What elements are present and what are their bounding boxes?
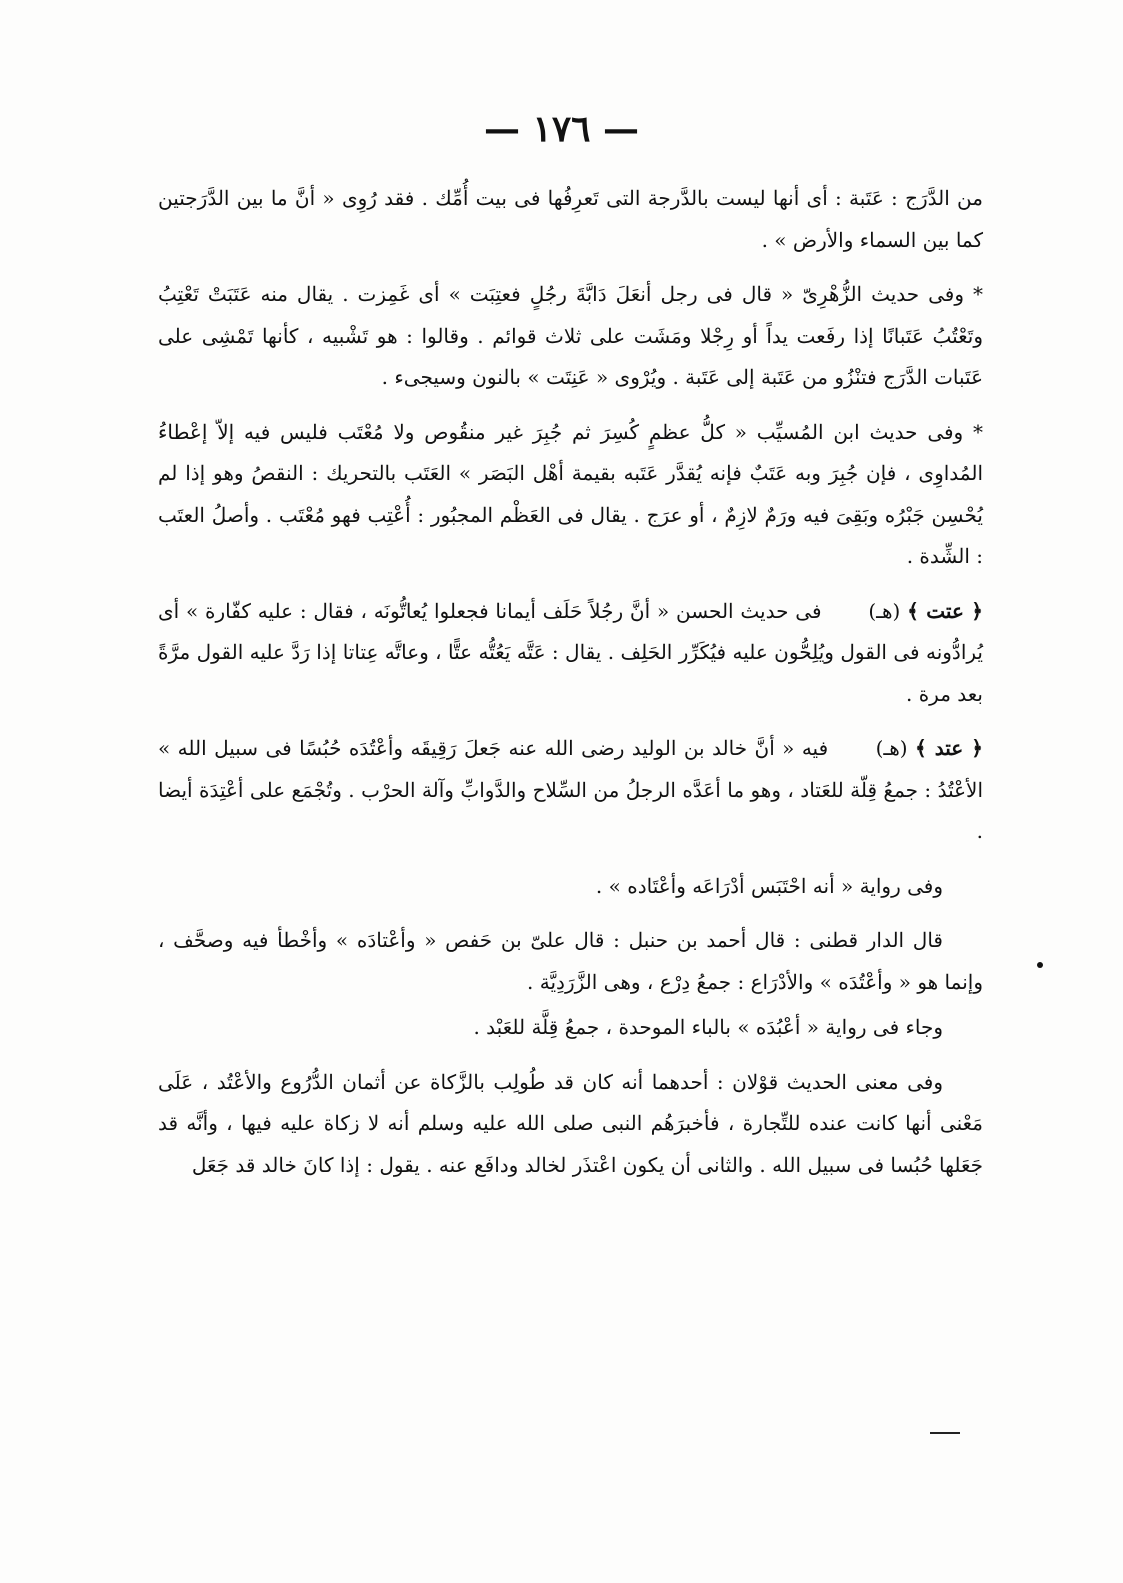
paragraph — [158, 178, 983, 261]
entry-headword: ﴿ عتد ﴾ — [915, 736, 983, 760]
paragraph — [158, 1007, 983, 1049]
paragraph-text: * وفى حديث الزُّهْرِىّ « قال فى رجل أنعَلَ دَابَّةَ رجُلٍ فعتِبَت » أى غَمِزت . يقال منه عَتَبَتْ تَعْتِبُ وتَعْتُبُ عَتَبانًا إذا رفَعت يداً أو رِجْلا ومَشَت على ثلاث قوائم . وقالوا : هو تَشْبيه ، كأنها تَمْشِى على عَتَبات الدَّرَج فتنْزُو من عَتَبة إلى عَتَبة . ويُرْوى « عَنِتَت » بالنون وسيجىء . — [158, 282, 983, 389]
hadith-mark: (هـ) — [868, 598, 901, 623]
paragraph-text: فيه « أنَّ خالد بن الوليد رضى الله عنه جَعلَ رَقِيقَه وأعْتُدَه حُبُسًا فى سبيل الله » الأعْتُدُ : جمعُ قِلّة للعَتاد ، وهو ما أعَدَّه الرجلُ من السِّلاح والدَّوابِّ وآلة الحرْب . وتُجْمَع على أعْتِدَة أيضا . — [158, 736, 983, 843]
page-body — [158, 178, 983, 1199]
page-number: — ١٧٦ — — [483, 108, 640, 150]
paragraph-text: وجاء فى رواية « أعْبُدَه » بالباء الموحدة ، جمعُ قِلَّة للعَبْد . — [473, 1015, 943, 1039]
ink-dot — [1037, 962, 1043, 968]
paragraph — [158, 866, 983, 908]
paragraph — [158, 412, 983, 578]
paragraph — [158, 1062, 983, 1187]
paragraph-text: قال الدار قطنى : قال أحمد بن حنبل : قال علىّ بن حَفص « وأعْتادَه » وأخْطأ فيه وصحَّف ، وإنما هو « وأعْتُدَه » والأدْرَاع : جمعُ دِرْع ، وهى الزَّرَدِيَّة . — [158, 928, 983, 994]
paragraph — [158, 274, 983, 399]
entry-paragraph — [158, 728, 983, 853]
paragraph — [158, 920, 983, 1003]
entry-paragraph — [158, 591, 983, 716]
entry-headword: ﴿ عتت ﴾ — [907, 598, 984, 623]
paragraph-text: وفى معنى الحديث قوْلان : أحدهما أنه كان قد طُولِب بالزَّكاة عن أثمان الدُّرُوع والأعْتُد ، عَلَى مَعْنى أنها كانت عنده للتِّجارة ، فأخبرَهُم النبى صلى الله عليه وسلم أنه لا زكاة عليه فيها ، وأنَّه قد جَعَلها حُبُسا فى سبيل الله . والثانى أن يكون اعْتذَر لخالد ودافَع عنه . يقول : إذا كانَ خالد قد جَعَل — [158, 1069, 983, 1177]
hadith-mark: (هـ) — [875, 736, 908, 760]
catchword-dash — [930, 1432, 960, 1434]
paragraph-text: فى حديث الحسن « أنَّ رجُلاً حَلَف أيمانا فجعلوا يُعاتُّونَه ، فقال : عليه كفّارة » أى يُرادُّونه فى القول ويُلِحُّون عليه فيُكَرِّر الحَلِف . يقال : عَتَّه يَعُتُّه عتًّا ، وعاتَّه عِتاتا إذا رَدَّ عليه القول مرَّةً بعد مرة . — [158, 598, 983, 706]
paragraph-text: * وفى حديث ابن المُسيِّب « كلُّ عظمٍ كُسِرَ ثم جُبِرَ غير منقُوص ولا مُعْتَب فليس فيه إلاّ إعْطاءُ المُداوِى ، فإن جُبِرَ وبه عَتَبٌ فإنه يُقدَّر عَتَبه بقيمة أهْل البَصَر » العَتَب بالتحريك : النقصُ وهو إذا لم يُحْسِن جَبْرُه وبَقِىَ فيه ورَمٌ لازِمٌ ، أو عرَج . يقال فى العَظْم المجبُور : أُعْتِب فهو مُعْتَب . وأصلُ العتَب : الشِّدة . — [158, 419, 983, 568]
paragraph-text: من الدَّرَج : عَتَبة : أى أنها ليست بالدَّرجة التى تَعرِفُها فى بيت أُمِّك . فقد رُوِى « أنَّ ما بين الدَّرَجتين كما بين السماء والأرض » . — [158, 186, 983, 252]
paragraph-text: وفى رواية « أنه احْتَبَس أدْرَاعَه وأعْتَاده » . — [595, 873, 943, 898]
